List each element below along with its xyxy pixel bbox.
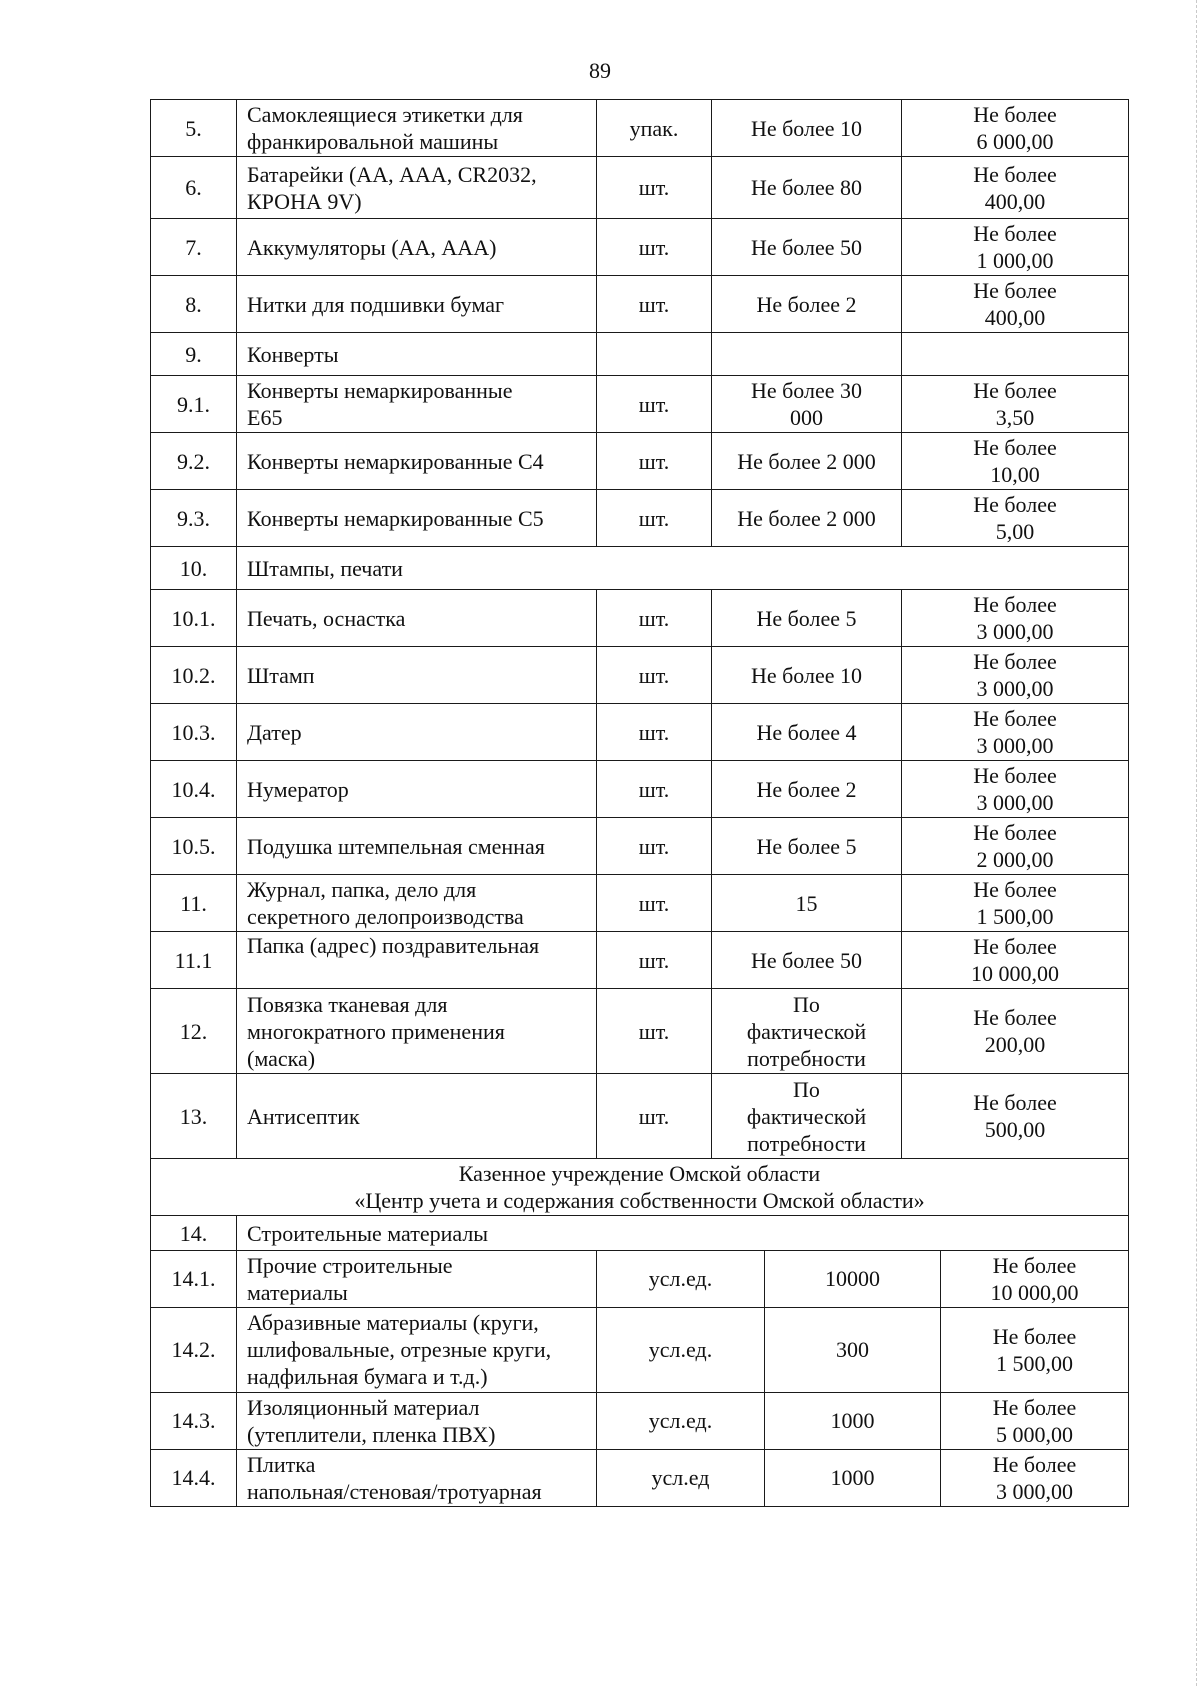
quantity: 10000: [765, 1250, 941, 1307]
table-row: [151, 433, 1129, 490]
table-row: [151, 1307, 1129, 1392]
price: Не более 1 500,00: [941, 1307, 1129, 1392]
item-name: Папка (адрес) поздравительная: [237, 932, 597, 989]
quantity: По фактической потребности: [712, 989, 902, 1074]
price: Не более 400,00: [902, 276, 1129, 333]
row-number: 9.2.: [151, 433, 237, 490]
item-name: Нумератор: [237, 761, 597, 818]
section-row: [151, 1216, 1129, 1251]
quantity: Не более 4: [712, 704, 902, 761]
section-title: Штампы, печати: [237, 547, 1129, 590]
row-number: 14.1.: [151, 1250, 237, 1307]
row-number: 5.: [151, 100, 237, 157]
item-name: Плитка напольная/стеновая/тротуарная: [237, 1449, 597, 1506]
row-number: 10.4.: [151, 761, 237, 818]
table-row: [151, 1392, 1129, 1449]
quantity: Не более 2: [712, 761, 902, 818]
quantity: Не более 2 000: [712, 433, 902, 490]
unit: усл.ед: [597, 1449, 765, 1506]
unit: шт.: [597, 818, 712, 875]
quantity: Не более 2: [712, 276, 902, 333]
row-number: 11.1: [151, 932, 237, 989]
price: Не более 500,00: [902, 1074, 1129, 1159]
table-row: [151, 989, 1129, 1074]
quantity: Не более 5: [712, 590, 902, 647]
price: Не более 6 000,00: [902, 100, 1129, 157]
table-row: [151, 490, 1129, 547]
price: Не более 3 000,00: [902, 704, 1129, 761]
row-number: 7.: [151, 219, 237, 276]
table-row: [151, 157, 1129, 219]
price: Не более 3,50: [902, 376, 1129, 433]
item-name: Аккумуляторы (АА, ААА): [237, 219, 597, 276]
row-number: 9.: [151, 333, 237, 376]
unit: шт.: [597, 157, 712, 219]
quantity: 300: [765, 1307, 941, 1392]
price: Не более 3 000,00: [902, 590, 1129, 647]
unit: [597, 333, 712, 376]
row-number: 14.: [151, 1216, 237, 1251]
requirements-table-wrap: [150, 99, 1128, 1507]
price: Не более 200,00: [902, 989, 1129, 1074]
item-name: Журнал, папка, дело для секретного делопроизводства: [237, 875, 597, 932]
quantity: 1000: [765, 1392, 941, 1449]
unit: усл.ед.: [597, 1250, 765, 1307]
table-row: [151, 100, 1129, 157]
unit: шт.: [597, 647, 712, 704]
row-number: 12.: [151, 989, 237, 1074]
unit: шт.: [597, 276, 712, 333]
table-row: [151, 219, 1129, 276]
table-row: [151, 932, 1129, 989]
item-name: Датер: [237, 704, 597, 761]
table-row: [151, 276, 1129, 333]
quantity: Не более 10: [712, 100, 902, 157]
table-row: [151, 704, 1129, 761]
unit: шт.: [597, 761, 712, 818]
price: Не более 10 000,00: [941, 1250, 1129, 1307]
item-name: Штамп: [237, 647, 597, 704]
row-number: 10.1.: [151, 590, 237, 647]
table-row: [151, 1250, 1129, 1307]
price: [902, 333, 1129, 376]
quantity: Не более 2 000: [712, 490, 902, 547]
unit: упак.: [597, 100, 712, 157]
quantity: По фактической потребности: [712, 1074, 902, 1159]
table-row: [151, 875, 1129, 932]
row-number: 14.4.: [151, 1449, 237, 1506]
quantity: Не более 10: [712, 647, 902, 704]
row-number: 11.: [151, 875, 237, 932]
price: Не более 400,00: [902, 157, 1129, 219]
unit: шт.: [597, 590, 712, 647]
item-name: Конверты немаркированные Е65: [237, 376, 597, 433]
price: Не более 3 000,00: [902, 761, 1129, 818]
price: Не более 5 000,00: [941, 1392, 1129, 1449]
table-row: [151, 1449, 1129, 1506]
quantity: Не более 5: [712, 818, 902, 875]
row-number: 8.: [151, 276, 237, 333]
table-row: [151, 590, 1129, 647]
unit: шт.: [597, 704, 712, 761]
unit: шт.: [597, 1074, 712, 1159]
price: Не более 3 000,00: [902, 647, 1129, 704]
unit: шт.: [597, 219, 712, 276]
row-number: 9.3.: [151, 490, 237, 547]
price: Не более 5,00: [902, 490, 1129, 547]
quantity: Не более 30 000: [712, 376, 902, 433]
row-number: 9.1.: [151, 376, 237, 433]
institution-row: [151, 1159, 1129, 1216]
item-name: Самоклеящиеся этикетки для франкировальной машины: [237, 100, 597, 157]
row-number: 10.3.: [151, 704, 237, 761]
quantity: Не более 80: [712, 157, 902, 219]
requirements-table: [150, 99, 1129, 1251]
row-number: 6.: [151, 157, 237, 219]
requirements-table-section-14: [150, 1250, 1129, 1507]
price: Не более 1 500,00: [902, 875, 1129, 932]
item-name: Нитки для подшивки бумаг: [237, 276, 597, 333]
unit: шт.: [597, 989, 712, 1074]
row-number: 10.5.: [151, 818, 237, 875]
item-name: Конверты немаркированные С4: [237, 433, 597, 490]
row-number: 10.2.: [151, 647, 237, 704]
section-title: Строительные материалы: [237, 1216, 1129, 1251]
item-name: Изоляционный материал (утеплители, пленка ПВХ): [237, 1392, 597, 1449]
quantity: Не более 50: [712, 932, 902, 989]
row-number: 14.2.: [151, 1307, 237, 1392]
item-name: Конверты: [237, 333, 597, 376]
price: Не более 3 000,00: [941, 1449, 1129, 1506]
table-row: [151, 647, 1129, 704]
item-name: Печать, оснастка: [237, 590, 597, 647]
unit: шт.: [597, 875, 712, 932]
item-name: Абразивные материалы (круги, шлифовальные, отрезные круги, надфильная бумага и т.д.): [237, 1307, 597, 1392]
row-number: 13.: [151, 1074, 237, 1159]
page-number: 89: [589, 58, 611, 83]
item-name: Антисептик: [237, 1074, 597, 1159]
row-number: 14.3.: [151, 1392, 237, 1449]
table-row: [151, 1074, 1129, 1159]
quantity: [712, 333, 902, 376]
unit: шт.: [597, 932, 712, 989]
price: Не более 10,00: [902, 433, 1129, 490]
quantity: 15: [712, 875, 902, 932]
unit: усл.ед.: [597, 1307, 765, 1392]
quantity: Не более 50: [712, 219, 902, 276]
item-name: Батарейки (АА, ААА, CR2032, КРОНА 9V): [237, 157, 597, 219]
scan-edge: [1195, 0, 1197, 1686]
institution-title: Казенное учреждение Омской области «Центр учета и содержания собственности Омской области»: [151, 1159, 1129, 1216]
table-row: [151, 761, 1129, 818]
unit: усл.ед.: [597, 1392, 765, 1449]
table-row: [151, 333, 1129, 376]
item-name: Прочие строительные материалы: [237, 1250, 597, 1307]
table-row: [151, 818, 1129, 875]
unit: шт.: [597, 376, 712, 433]
section-row: [151, 547, 1129, 590]
price: Не более 2 000,00: [902, 818, 1129, 875]
item-name: Конверты немаркированные С5: [237, 490, 597, 547]
unit: шт.: [597, 490, 712, 547]
quantity: 1000: [765, 1449, 941, 1506]
price: Не более 1 000,00: [902, 219, 1129, 276]
item-name: Подушка штемпельная сменная: [237, 818, 597, 875]
table-row: [151, 376, 1129, 433]
row-number: 10.: [151, 547, 237, 590]
price: Не более 10 000,00: [902, 932, 1129, 989]
item-name: Повязка тканевая для многократного применения (маска): [237, 989, 597, 1074]
unit: шт.: [597, 433, 712, 490]
